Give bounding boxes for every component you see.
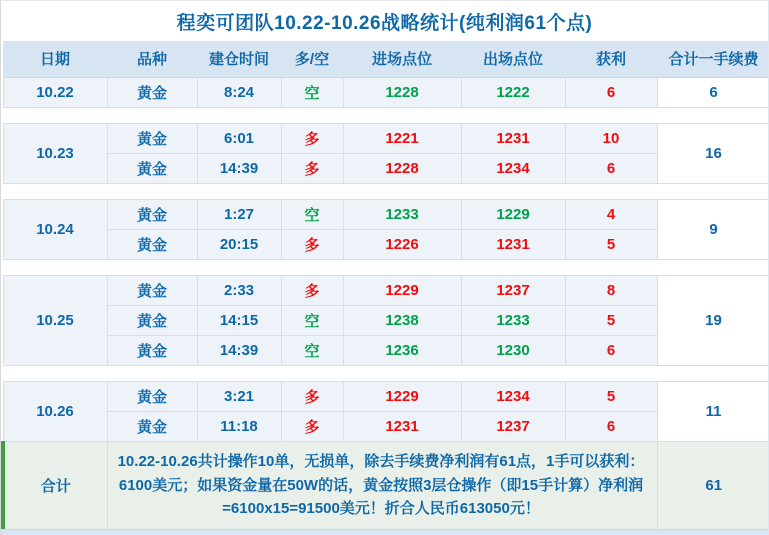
entry-point-cell: 1226 [343, 229, 461, 259]
column-header-open-time: 建仓时间 [197, 41, 281, 77]
table-row [3, 335, 769, 365]
variety-cell: 黄金 [107, 77, 197, 107]
variety-cell: 黄金 [107, 123, 197, 153]
open-time-cell: 20:15 [197, 229, 281, 259]
entry-point-cell: 1228 [343, 153, 461, 183]
trades-table [1, 41, 769, 529]
open-time-cell: 3:21 [197, 381, 281, 411]
exit-point-cell: 1229 [461, 199, 565, 229]
profit-cell: 6 [565, 411, 657, 441]
summary-total: 61 [657, 441, 769, 529]
column-header-exit: 出场点位 [461, 41, 565, 77]
direction-cell: 空 [281, 335, 343, 365]
direction-cell: 多 [281, 153, 343, 183]
column-header-entry: 进场点位 [343, 41, 461, 77]
date-cell: 10.26 [3, 381, 107, 441]
column-header-total-minus-fee: 合计一手续费 [657, 41, 769, 77]
profit-cell: 4 [565, 199, 657, 229]
profit-cell: 6 [565, 153, 657, 183]
profit-cell: 5 [565, 229, 657, 259]
open-time-cell: 14:15 [197, 305, 281, 335]
exit-point-cell: 1231 [461, 229, 565, 259]
direction-cell: 多 [281, 381, 343, 411]
table-row [3, 199, 769, 229]
open-time-cell: 1:27 [197, 199, 281, 229]
table-row [3, 275, 769, 305]
direction-cell: 多 [281, 123, 343, 153]
direction-cell: 多 [281, 275, 343, 305]
entry-point-cell: 1233 [343, 199, 461, 229]
variety-cell: 黄金 [107, 411, 197, 441]
variety-cell: 黄金 [107, 153, 197, 183]
entry-point-cell: 1229 [343, 381, 461, 411]
variety-cell: 黄金 [107, 275, 197, 305]
profit-cell: 10 [565, 123, 657, 153]
column-header-variety: 品种 [107, 41, 197, 77]
table-row [3, 77, 769, 107]
bottom-strip [1, 529, 768, 535]
table-row [3, 381, 769, 411]
table-row [3, 153, 769, 183]
column-header-profit: 获利 [565, 41, 657, 77]
direction-cell: 多 [281, 411, 343, 441]
page-title: 程奕可团队10.22-10.26战略统计(纯利润61个点) [176, 12, 593, 34]
exit-point-cell: 1222 [461, 77, 565, 107]
open-time-cell: 2:33 [197, 275, 281, 305]
table-row [3, 305, 769, 335]
date-cell: 10.24 [3, 199, 107, 259]
exit-point-cell: 1237 [461, 411, 565, 441]
open-time-cell: 8:24 [197, 77, 281, 107]
exit-point-cell: 1230 [461, 335, 565, 365]
variety-cell: 黄金 [107, 229, 197, 259]
entry-point-cell: 1221 [343, 123, 461, 153]
summary-text: 10.22-10.26共计操作10单，无损单，除去手续费净利润有61点，1手可以获利：6100美元；如果资金量在50W的话，黄金按照3层仓操作（即15手计算）净利润=6100x15=91500美元！折合人民币613050元！ [107, 441, 657, 529]
column-header-direction: 多/空 [281, 41, 343, 77]
exit-point-cell: 1233 [461, 305, 565, 335]
direction-cell: 空 [281, 199, 343, 229]
table-row [3, 123, 769, 153]
group-separator [3, 183, 769, 199]
entry-point-cell: 1228 [343, 77, 461, 107]
variety-cell: 黄金 [107, 199, 197, 229]
direction-cell: 空 [281, 305, 343, 335]
open-time-cell: 14:39 [197, 153, 281, 183]
open-time-cell: 14:39 [197, 335, 281, 365]
profit-cell: 6 [565, 335, 657, 365]
column-header-date: 日期 [3, 41, 107, 77]
group-separator [3, 365, 769, 381]
entry-point-cell: 1231 [343, 411, 461, 441]
variety-cell: 黄金 [107, 305, 197, 335]
open-time-cell: 11:18 [197, 411, 281, 441]
profit-cell: 8 [565, 275, 657, 305]
date-cell: 10.22 [3, 77, 107, 107]
group-total-cell: 16 [657, 123, 769, 183]
table-row [3, 229, 769, 259]
direction-cell: 空 [281, 77, 343, 107]
group-separator [3, 259, 769, 275]
profit-cell: 6 [565, 77, 657, 107]
group-total-cell: 11 [657, 381, 769, 441]
variety-cell: 黄金 [107, 335, 197, 365]
group-total-cell: 9 [657, 199, 769, 259]
date-cell: 10.25 [3, 275, 107, 365]
table-row [3, 411, 769, 441]
entry-point-cell: 1238 [343, 305, 461, 335]
summary-row [3, 441, 769, 529]
profit-cell: 5 [565, 305, 657, 335]
exit-point-cell: 1231 [461, 123, 565, 153]
table-header-row [3, 41, 769, 77]
title-bar [1, 1, 768, 41]
open-time-cell: 6:01 [197, 123, 281, 153]
exit-point-cell: 1237 [461, 275, 565, 305]
profit-cell: 5 [565, 381, 657, 411]
exit-point-cell: 1234 [461, 381, 565, 411]
variety-cell: 黄金 [107, 381, 197, 411]
group-total-cell: 19 [657, 275, 769, 365]
date-cell: 10.23 [3, 123, 107, 183]
exit-point-cell: 1234 [461, 153, 565, 183]
entry-point-cell: 1236 [343, 335, 461, 365]
group-separator [3, 107, 769, 123]
direction-cell: 多 [281, 229, 343, 259]
group-total-cell: 6 [657, 77, 769, 107]
summary-label: 合计 [3, 441, 107, 529]
entry-point-cell: 1229 [343, 275, 461, 305]
